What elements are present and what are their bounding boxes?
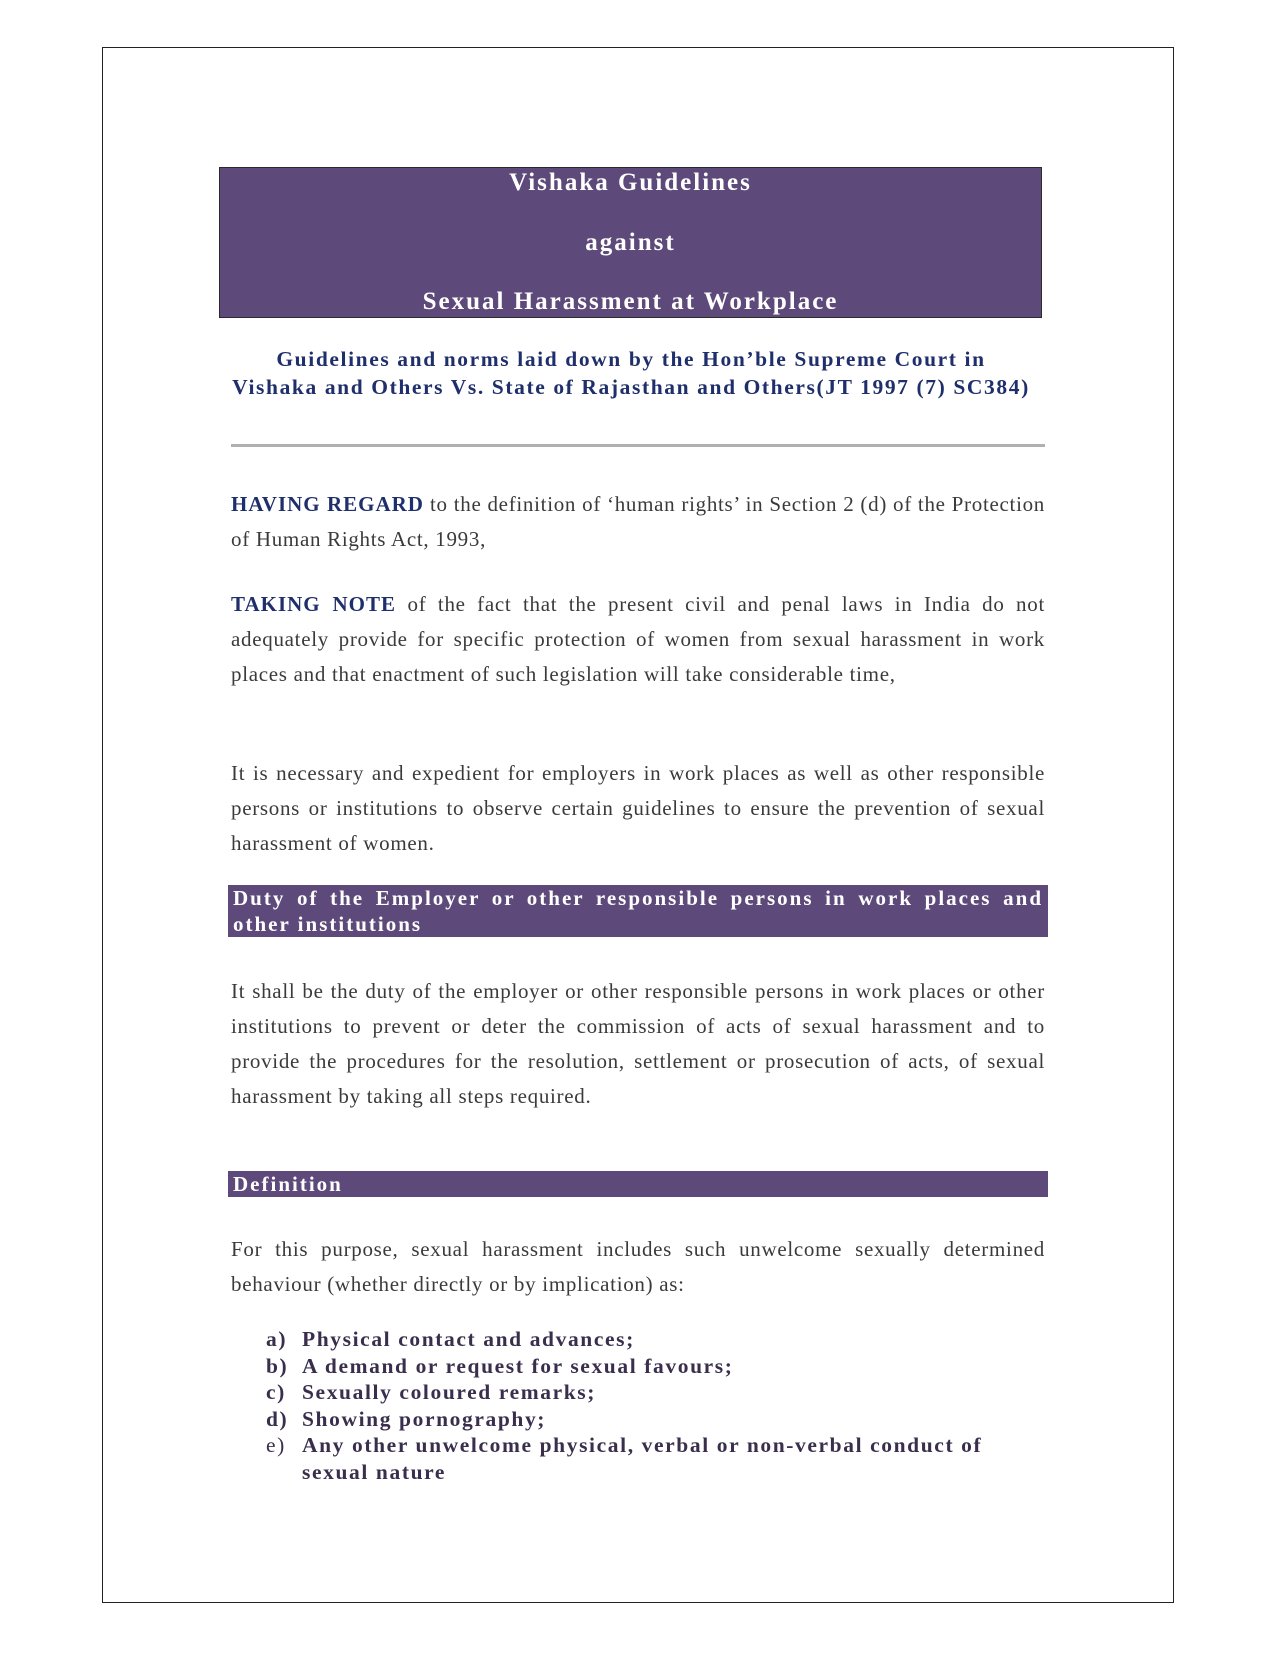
paragraph-necessity: It is necessary and expedient for employers in work places as well as other responsible persons or institutions to observe certain guidelines to ensure the prevention of sexual harassment of women. bbox=[231, 761, 1045, 855]
section-heading-duty: Duty of the Employer or other responsible persons in work places and other institutions bbox=[228, 885, 1048, 937]
document-subtitle: Guidelines and norms laid down by the Hon’ble Supreme Court in Vishaka and Others Vs. State of Rajasthan and Others(JT 1997 (7) SC384) bbox=[232, 347, 1030, 399]
list-item bbox=[266, 1353, 1046, 1380]
divider-rule bbox=[231, 444, 1045, 447]
harassment-list bbox=[266, 1326, 1046, 1485]
title-line-1: Vishaka Guidelines bbox=[509, 169, 752, 196]
list-item-text: Physical contact and advances; bbox=[302, 1327, 635, 1351]
list-item bbox=[266, 1326, 1046, 1353]
title-line-2: against bbox=[585, 229, 676, 256]
title-line-3: Sexual Harassment at Workplace bbox=[422, 288, 839, 315]
lead-phrase: TAKING NOTE bbox=[231, 592, 396, 616]
list-item-text: Showing pornography; bbox=[302, 1406, 547, 1431]
paragraph-duty: It shall be the duty of the employer or other responsible persons in work places or other institutions to prevent or deter the commission of acts of sexual harassment and to provide the procedures for the resolution, settlement or prosecution of acts, of sexual harassment by taking all steps required. bbox=[231, 979, 1045, 1108]
paragraph-having-regard bbox=[231, 487, 1045, 557]
list-item bbox=[266, 1406, 1046, 1433]
list-marker: d) bbox=[266, 1406, 289, 1431]
list-item bbox=[266, 1432, 1046, 1485]
title-banner bbox=[219, 167, 1042, 318]
list-marker: a) bbox=[266, 1327, 288, 1351]
list-item-text: Any other unwelcome physical, verbal or non-verbal conduct of sexual nature bbox=[302, 1433, 983, 1484]
paragraph-text: to the definition of ‘human rights’ in Section 2 (d) of the Protection of Human Rights Act, 1993, bbox=[231, 492, 1046, 551]
list-item-text: A demand or request for sexual favours; bbox=[302, 1353, 734, 1378]
list-marker: e) bbox=[266, 1433, 286, 1457]
list-item-text: Sexually coloured remarks; bbox=[302, 1380, 597, 1404]
paragraph-text: of the fact that the present civil and penal laws in India do not adequately provide for specific protection of women from sexual harassment in work places and that enactment of such legislation will take considerable time, bbox=[231, 592, 1045, 686]
paragraph-definition: For this purpose, sexual harassment includes such unwelcome sexually determined behaviour (whether directly or by implication) as: bbox=[231, 1237, 1045, 1296]
list-marker: c) bbox=[266, 1380, 286, 1404]
list-item bbox=[266, 1379, 1046, 1406]
lead-phrase: HAVING REGARD bbox=[231, 492, 424, 516]
paragraph-taking-note bbox=[231, 587, 1045, 692]
list-marker: b) bbox=[266, 1353, 289, 1378]
section-heading-definition: Definition bbox=[228, 1171, 1048, 1197]
